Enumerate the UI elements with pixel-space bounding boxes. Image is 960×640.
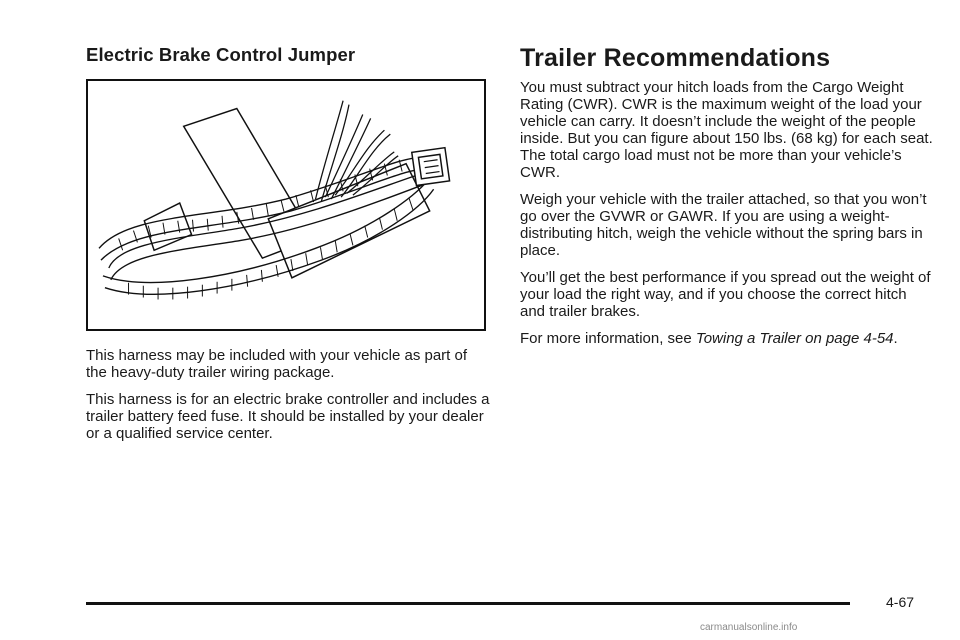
more-information-paragraph [520,330,935,347]
right-column [520,44,935,357]
section-heading: Electric Brake Control Jumper [86,44,356,65]
harness-illustration [86,79,486,331]
harness-description-paragraph: This harness may be included with your vehicle as part of the heavy-duty trailer wiring package. [86,347,468,381]
footer-rule [86,602,850,605]
xref-suffix: . [893,330,898,347]
weigh-vehicle-paragraph: Weigh your vehicle with the trailer attached, so that you won’t go over the GVWR or GAWR. If you are using a weight-distributing hitch, weigh the vehicle without the spring bars in place. [520,191,927,259]
harness-installation-paragraph: This harness is for an electric brake controller and includes a trailer battery feed fuse. It should be installed by your dealer or a qualified service center. [86,391,490,442]
cargo-weight-paragraph: You must subtract your hitch loads from the Cargo Weight Rating (CWR). CWR is the maximum weight of the load your vehicle can carry. It doesn’t include the weight of the people inside. But you can figure about 150 lbs. (68 kg) for each seat. The total cargo load must not be more than your vehicle’s CWR. [520,79,933,181]
page-number: 4-67 [886,594,915,610]
xref-prefix: For more information, see [520,330,696,347]
left-column [86,44,490,452]
performance-paragraph: You’ll get the best performance if you spread out the weight of your load the right way, and if you choose the correct hitch and trailer brakes. [520,269,931,320]
wiring-harness-drawing [88,81,484,329]
towing-trailer-link[interactable]: Towing a Trailer on page 4-54 [695,330,894,347]
watermark: carmanualsonline.info [700,622,798,633]
page-title: Trailer Recommendations [520,44,831,72]
